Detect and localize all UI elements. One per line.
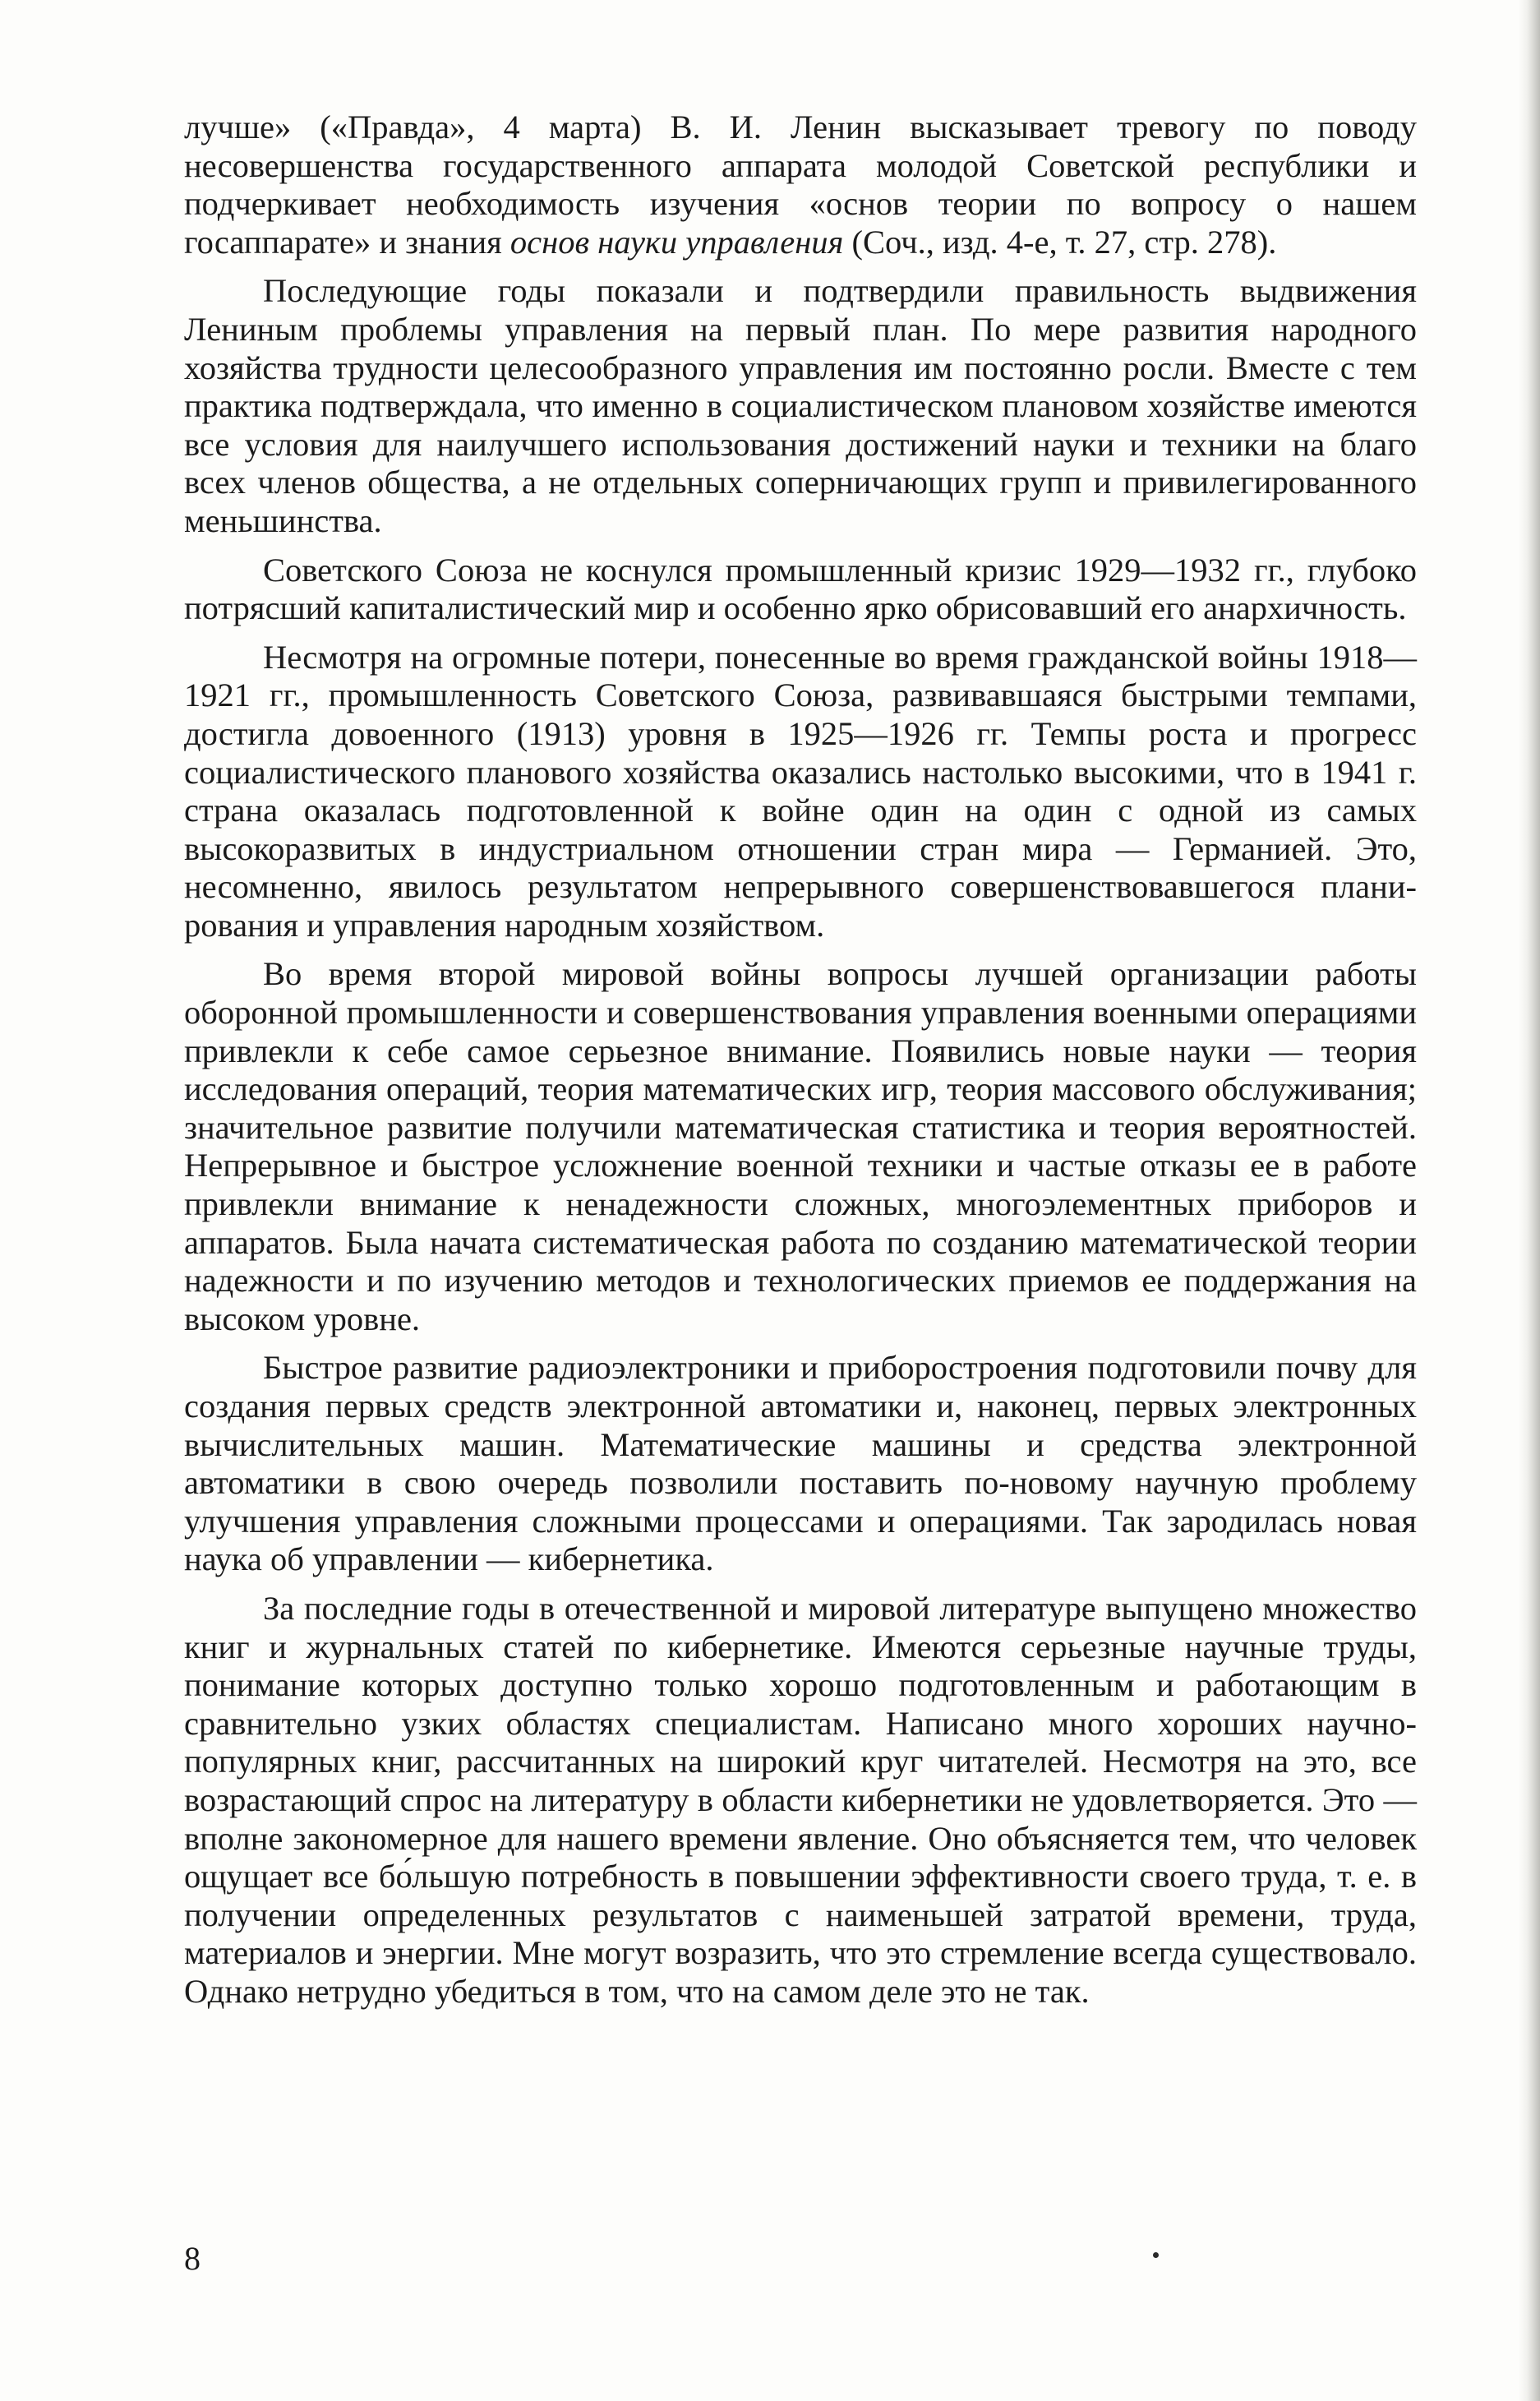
paragraph-1-emphasis: основ науки управления — [509, 223, 844, 261]
body-text — [184, 109, 1417, 2022]
paragraph-7: За последние годы в отечественной и мировой литературе выпущено множество книг и журнальных статей по кибернетике. Имеются серьезные научные труды, понимание которых доступно только хорошо подготовленным и работающим в сравнительно узких областях специалистам. Написано много хороших научно-популярных книг, рассчитанных на широкий круг читателей. Несмотря на это, все возрастающий спрос на литературу в области кибернетики не удовлетворяется. Это — вполне закономерное для нашего времени явление. Оно объясняется тем, что человек ощущает все бо́льшую потребность в повышении эффективности своего труда, т. е. в получении определенных результатов с наименьшей затратой времени, труда, материалов и энергии. Мне могут возразить, что это стремление всегда существовало. Однако нетрудно убедиться в том, что на самом деле это не так. — [184, 1589, 1417, 2010]
paragraph-4: Несмотря на огромные потери, понесенные во время гражданской войны 1918—1921 гг., промышленность Советского Союза, развивавшаяся быстрыми темпами, достигла довоенного (1913) уровня в 1925—1926 гг. Темпы роста и прогресс социалистического планового хозяйства оказались настолько высокими, что в 1941 г. страна оказалась подготовленной к войне один на один с одной из самых высокоразвитых в индустриальном отношении стран мира — Германией. Это, несомненно, явилось результатом непрерывного совершенствовавшегося планирования и управления народным хозяйством. — [184, 638, 1417, 944]
paragraph-2: Последующие годы показали и подтвердили правильность выдвижения Лениным проблемы управления на первый план. По мере развития народного хозяйства трудности целесообразного управления им постоянно росли. Вместе с тем практика подтверждала, что именно в социалистическом плановом хозяйстве имеются все условия для наилучшего использования достижений науки и техники на благо всех членов общества, а не отдельных соперничающих групп и привилегированного меньшинства. — [184, 272, 1417, 539]
paragraph-6: Быстрое развитие радиоэлектроники и приборостроения подготовили почву для создания первых средств электронной автоматики и, наконец, первых электронных вычислительных машин. Математические машины и средства электронной автоматики в свою очередь позволили поставить по-новому научную проблему улучшения управления сложными процессами и операциями. Так зародилась новая наука об управлении — кибернетика. — [184, 1349, 1417, 1578]
page-number: 8 — [184, 2240, 201, 2277]
paragraph-3: Советского Союза не коснулся промышленный кризис 1929—1932 гг., глубоко потрясший капиталистический мир и особенно ярко обрисовавший его анархичность. — [184, 551, 1417, 627]
print-speck — [1153, 2252, 1159, 2258]
paragraph-1 — [184, 109, 1417, 261]
scan-edge-shadow — [1519, 0, 1540, 2401]
paragraph-5: Во время второй мировой войны вопросы лучшей организации работы оборонной промышленности и совершенствования управления военными операциями привлекли к себе самое серьезное внимание. Появились новые науки — теория исследования операций, теория математических игр, теория массового обслуживания; значительное развитие получили математическая статистика и теория вероятностей. Непрерывное и быстрое усложнение военной техники и частые отказы ее в работе привлекли внимание к ненадежности сложных, многоэлементных приборов и аппаратов. Была начата систематическая работа по созданию математической теории надежности и по изучению методов и технологических приемов ее поддержания на высоком уровне. — [184, 955, 1417, 1337]
paragraph-1-text: лучше» («Правда», 4 марта) В. И. Ленин высказывает тревогу по поводу несовершенства государственного аппарата молодой Советской республики и подчеркивает необходимость изучения «основ теории по вопросу о нашем госаппарате» и знания — [184, 109, 1417, 261]
paragraph-1-citation: (Соч., изд. 4-е, т. 27, стр. 278). — [843, 223, 1277, 261]
